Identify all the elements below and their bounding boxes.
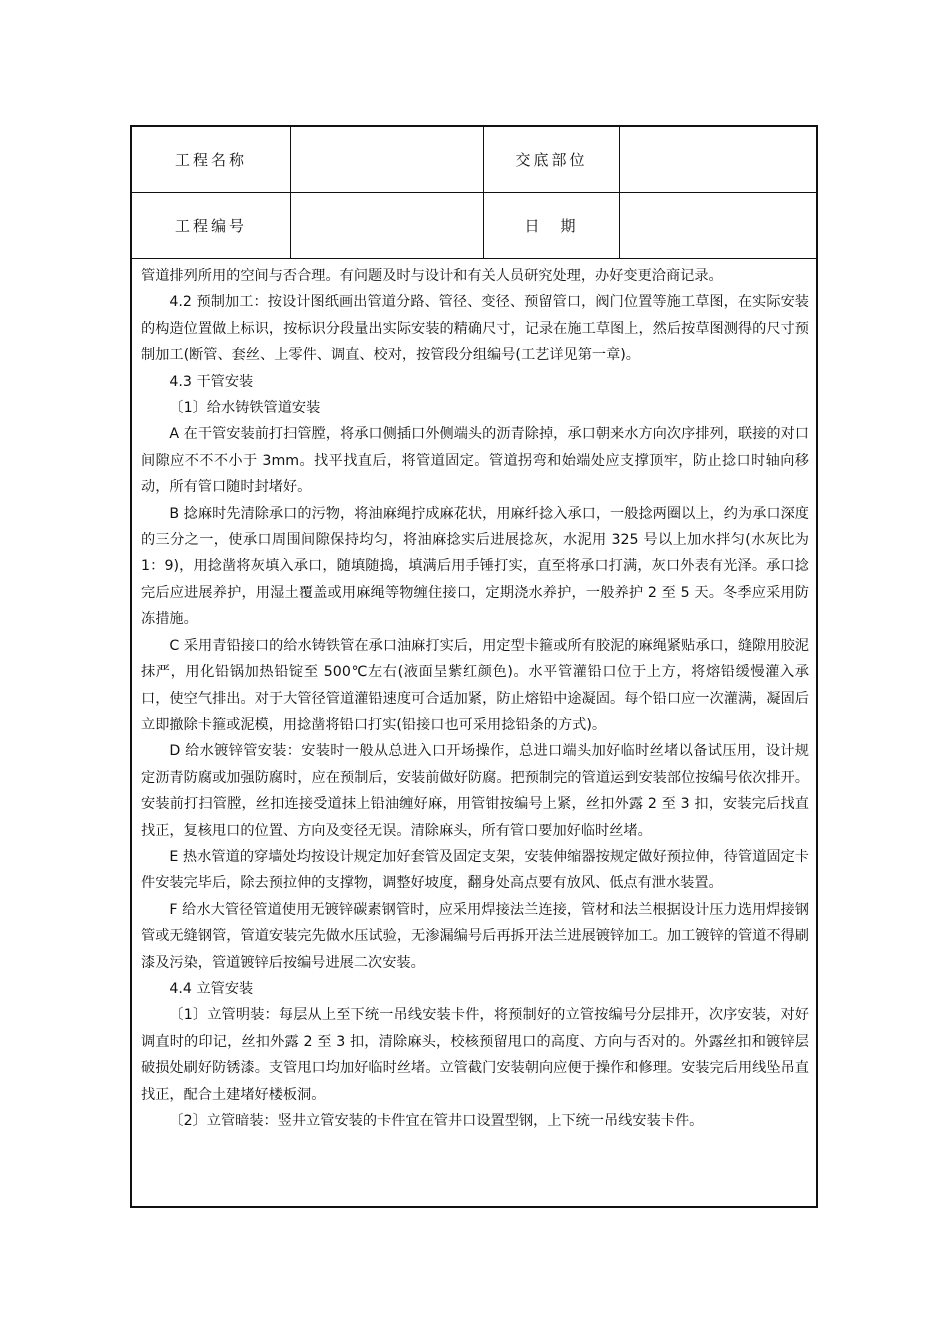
paragraph: 〔2〕立管暗装：竖井立管安装的卡件宜在管井口设置型钢，上下统一吊线安装卡件。 [169,1113,704,1129]
project-name-label: 工程名称 [174,151,247,169]
date-label: 日 期 [524,217,579,235]
section-heading: 4.4 立管安装 [169,980,254,997]
date-value[interactable] [620,193,816,258]
project-no-label: 工程编号 [174,217,247,235]
paragraph: C 采用青铅接口的给水铸铁管在承口油麻打实后，用定型卡箍或所有胶泥的麻绳紧贴承口，缝隙用胶泥抹严，用化铅锅加热铅锭至 500℃左右(液面呈紫红颜色)。水平管灌铅口位于上方，将熔铅缓慢灌入承口，使空气排出。对于大管径管道灌铅速度可合适加紧，防止熔铅中途凝固。每个铅口应一次灌满，凝固后立即撤除卡箍或泥模，用捻凿将铅口打实(铅接口也可采用捻铅条的方式)。 [141,637,809,733]
paragraph: E 热水管道的穿墙处均按设计规定加好套管及固定支架，安装伸缩器按规定做好预拉伸，待管道固定卡件安装完毕后，除去预拉伸的支撑物，调整好坡度，翻身处高点要有放风、低点有泄水装置。 [141,848,809,892]
paragraph: A 在干管安装前打扫管膛，将承口侧插口外侧端头的沥青除掉，承口朝来水方向次序排列，联接的对口间隙应不不不小于 3mm。找平找直后，将管道固定。管道拐弯和始端处应支撑顶牢，防止捻口时轴向移动，所有管口随时封堵好。 [141,426,809,496]
handover-part-value[interactable] [620,127,816,192]
handover-part-label: 交底部位 [515,151,588,169]
project-name-value[interactable] [291,127,483,192]
header-bottom-border [132,258,816,259]
paragraph: B 捻麻时先清除承口的污物，将油麻绳拧成麻花状，用麻纤捻入承口，一般捻两圈以上，约为承口深度的三分之一，使承口周围间隙保持均匀，将油麻捻实后进展捻灰，水泥用 325 号以上加水拌匀(水灰比为 1：9)，用捻凿将灰填入承口，随填随捣，填满后用手锤打实，直至将承口打满，灰口外表有光泽。承口捻完后应进展养护，用湿土覆盖或用麻绳等物缠住接口，定期浇水养护，一般养护 2 至 5 天。冬季应采用防冻措施。 [141,505,809,628]
paragraph: D 给水镀锌管安装：安装时一般从总进入口开场操作，总进口端头加好临时丝堵以备试压用，设计规定沥青防腐或加强防腐时，应在预制后，安装前做好防腐。把预制完的管道运到安装部位按编号依次排开。安装前打扫管膛，丝扣连接受道抹上铅油缠好麻，用管钳按编号上紧，丝扣外露 2 至 3 扣，安装完后找直找正，复核甩口的位置、方向及变径无误。清除麻头，所有管口要加好临时丝堵。 [141,743,809,839]
section-heading: 4.3 干管安装 [169,373,254,390]
paragraph: F 给水大管径管道使用无镀锌碳素钢管时，应采用焊接法兰连接，管材和法兰根据设计压力选用焊接钢管或无缝钢管，管道安装完先做水压试验，无渗漏编号后再拆开法兰进展镀锌加工。加工镀锌的管道不得刷漆及污染，管道镀锌后按编号进展二次安装。 [141,901,809,971]
subsection-heading: 〔1〕给水铸铁管道安装 [169,400,321,417]
paragraph: 管道排列所用的空间与否合理。有问题及时与设计和有关人员研究处理，办好变更洽商记录。 [141,268,723,284]
paragraph: 4.2 预制加工：按设计图纸画出管道分路、管径、变径、预留管口，阀门位置等施工草图，在实际安装的构造位置做上标识，按标识分段量出实际安装的精确尺寸，记录在施工草图上，然后按草图测得的尺寸预制加工(断管、套丝、上零件、调直、校对，按管段分组编号(工艺详见第一章)。 [141,294,809,364]
header-table [132,127,816,259]
handover-document-frame [130,125,818,1208]
document-body [141,263,809,1134]
paragraph: 〔1〕立管明装：每层从上至下统一吊线安装卡件，将预制好的立管按编号分层排开，次序安装，对好调直时的印记，丝扣外露 2 至 3 扣，清除麻头，校核预留甩口的高度、方向与否对的。外露丝扣和镀锌层破损处刷好防锈漆。支管甩口均加好临时丝堵。立管截门安装朝向应便于操作和修理。安装完后用线坠吊直找正，配合土建堵好楼板洞。 [141,1007,809,1103]
project-no-value[interactable] [291,193,483,258]
